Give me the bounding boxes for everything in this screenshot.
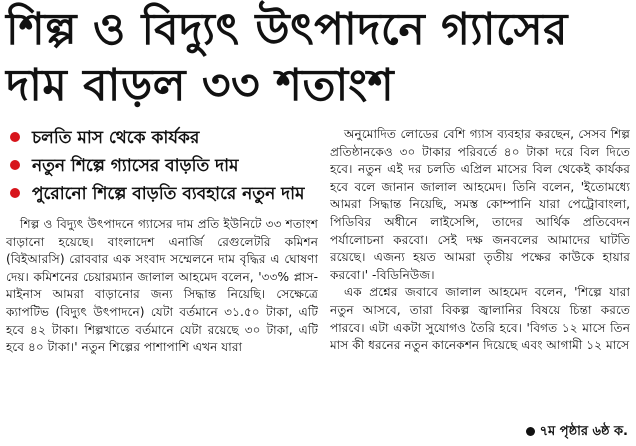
article-paragraph: অনুমোদিত লোডের বেশি গ্যাস ব্যবহার করছেন, সেসব শিল্প প্রতিষ্ঠানকেও ৩০ টাকার পরিবর্তে ৪০ টাকা দরে বিল দিতে হবে। নতুন এই দর চলতি এপ্রিল মাসের বিল থেকেই কার্যকর হবে বলে জানান জালাল আহমেদ। তিনি বলেন, 'ইতোমধ্যে আমরা সিদ্ধান্ত নিয়েছি, সমস্ত কোম্পানি যারা পেট্রোবাংলা, পিডিবির অধীনে লাইসেন্সি, তাদের আর্থিক প্রতিবেদন পর্যালোচনা করবো। সেই দক্ষ জনবলের আমাদের ঘাটতি রয়েছে। এজন্য হয়ত আমরা তৃতীয় পক্ষের কাউকে হায়ার করবো।' -বিডিনিউজ। [330,127,630,282]
continued-on-page-note [526,424,628,440]
highlight-text: চলতি মাস থেকে কার্যকর [32,128,200,148]
highlight-text: নতুন শিল্পে গ্যাসের বাড়তি দাম [32,156,239,176]
right-column [330,126,630,444]
highlight-item [6,126,318,150]
headline-line-1: শিল্প ও বিদ্যুৎ উৎপাদনে গ্যাসের [6,4,568,55]
highlight-text: পুরোনো শিল্পে বাড়তি ব্যবহারে নতুন দাম [32,184,305,204]
article-paragraph: শিল্প ও বিদ্যুৎ উৎপাদনে গ্যাসের দাম প্রতি ইউনিটে ৩৩ শতাংশ বাড়ানো হয়েছে। বাংলাদেশ এনার্জি রেগুলেটরি কমিশন (বিইআরসি) রোববার এক সংবাদ সম্মেলনে দাম বৃদ্ধির এ ঘোষণা দেয়। কমিশনের চেয়ারম্যান জালাল আহমেদ বলেন, '৩৩% প্লাস-মাইনাস আমরা বাড়ানোর জন্য সিদ্ধান্ত নিয়েছি। সেক্ষেত্রে ক্যাপটিভ (বিদ্যুৎ উৎপাদনে) যেটা বর্তমানে ৩১.৫০ টাকা, এটি হবে ৪২ টাকা। শিল্পখাতে বর্তমানে যেটা রয়েছে ৩০ টাকা, এটি হবে ৪০ টাকা।' নতুন শিল্পের পাশাপাশি এখন যারা [6,217,318,355]
article-body-right [330,126,630,414]
highlights-list [6,126,318,206]
highlight-item [6,182,318,206]
bullet-dot-icon [10,132,20,142]
continued-text: ৭ম পৃষ্ঠার ৬ষ্ঠ ক. [539,424,628,439]
bullet-dot-icon [10,188,20,198]
article-paragraph: এক প্রশ্নের জবাবে জালাল আহমেদ বলেন, 'শিল্পে যারা নতুন আসবে, তারা বিকল্প জ্বালানির বিষয়ে চিন্তা করতে পারবে। এটা একটা সুযোগও তৈরি হবে। 'বিগত ১২ মাসে তিন মাস কী ধরনের নতুন কানেকশন দিয়েছে এবং আগামী ১২ মাসে [330,285,630,353]
highlight-item [6,154,318,178]
left-column [6,126,318,444]
bullet-dot-icon [10,160,20,170]
bullet-dot-icon [526,427,535,436]
headline [6,2,630,114]
article-body-left [6,216,318,394]
headline-line-2: দাম বাড়ল ৩৩ শতাংশ [6,60,395,111]
